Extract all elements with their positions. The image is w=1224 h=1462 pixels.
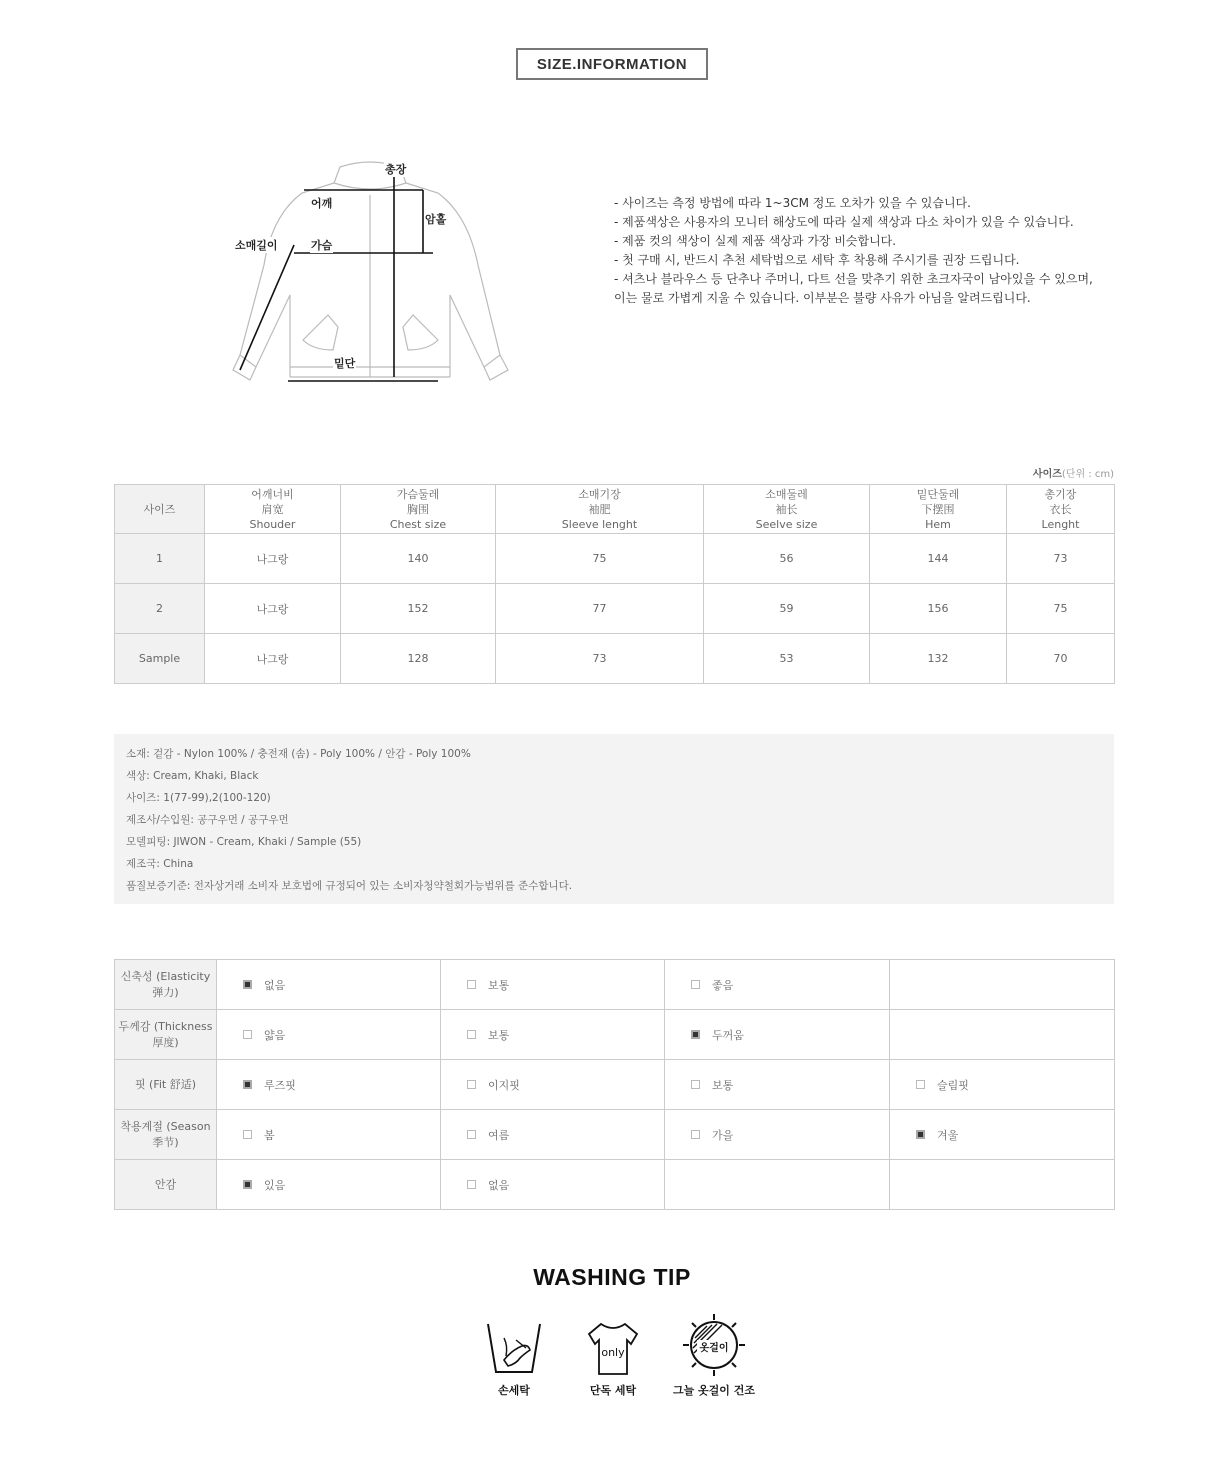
table-cell: 75	[1007, 584, 1115, 634]
unchecked-box-icon	[243, 1130, 252, 1139]
note-item: - 첫 구매 시, 반드시 추천 세탁법으로 세탁 후 착용해 주시기를 권장 드립니다.	[614, 253, 1020, 267]
attribute-option-cell	[441, 1060, 665, 1110]
unchecked-box-icon	[691, 980, 700, 989]
product-attributes-table	[114, 959, 1115, 1210]
size-table	[114, 484, 1115, 684]
note-item: - 제품색상은 사용자의 모니터 해상도에 따라 실제 색상과 다소 차이가 있을 수 있습니다.	[614, 215, 1074, 229]
attribute-option-label: 겨울	[937, 1128, 959, 1142]
checked-box-icon	[243, 1080, 252, 1089]
size-cell: 1	[115, 534, 205, 584]
checked-box-icon	[691, 1030, 700, 1039]
attribute-label-line: 안감	[154, 1177, 177, 1191]
attribute-option-label: 얇음	[264, 1028, 286, 1042]
note-item: - 제품 컷의 색상이 실제 제품 색상과 가장 비슷합니다.	[614, 234, 897, 248]
attribute-option-label: 없음	[488, 1178, 510, 1192]
jacket-outline-icon	[228, 155, 518, 390]
size-cell: 2	[115, 584, 205, 634]
length-column-header: 총기장 衣长 Lenght	[1007, 485, 1115, 534]
table-cell: 나그랑	[205, 634, 341, 684]
sleeve-length-column-header: 소매기장 袖肥 Sleeve lenght	[496, 485, 704, 534]
table-cell: 나그랑	[205, 584, 341, 634]
size-information-title: SIZE.INFORMATION	[516, 48, 708, 80]
attribute-label-line: 신축성 (Elasticity	[120, 969, 211, 983]
attribute-option-cell	[217, 1160, 441, 1210]
attribute-option-cell	[217, 960, 441, 1010]
table-cell: 152	[341, 584, 496, 634]
hand-wash-item	[480, 1320, 548, 1398]
unchecked-box-icon	[691, 1130, 700, 1139]
table-cell: 53	[704, 634, 870, 684]
attribute-option-cell	[441, 1010, 665, 1060]
attribute-label	[115, 1110, 217, 1160]
unchecked-box-icon	[467, 1130, 476, 1139]
attribute-option-label: 없음	[264, 978, 286, 992]
diagram-label-chest: 가슴	[311, 239, 333, 252]
unchecked-box-icon	[467, 1180, 476, 1189]
color-line: 색상: Cream, Khaki, Black	[126, 770, 259, 782]
table-cell: 75	[496, 534, 704, 584]
attribute-label-line: 착용계절 (Season	[120, 1119, 211, 1133]
attribute-option-label: 보통	[712, 1078, 734, 1092]
hanger-dry-caption: 그늘 옷걸이 건조	[672, 1384, 756, 1397]
attribute-label	[115, 1060, 217, 1110]
note-item: - 셔츠나 블라우스 등 단추나 주머니, 다트 선을 맞추기 위한 초크자국이 남아있을 수 있으며, 이는 물로 가볍게 지울 수 있습니다. 이부분은 불량 사유가 아님을 알려드립니다.	[614, 272, 1093, 305]
size-notes-list	[614, 194, 1104, 308]
attribute-label-line: 弹力)	[152, 985, 179, 999]
attribute-option-cell	[890, 1160, 1115, 1210]
material-info-box	[114, 734, 1114, 904]
unit-caption-bold: 사이즈	[1032, 469, 1062, 480]
table-cell: 56	[704, 534, 870, 584]
table-cell: 144	[870, 534, 1007, 584]
unchecked-box-icon	[691, 1080, 700, 1089]
origin-line: 제조국: China	[126, 858, 194, 870]
jacket-measurement-diagram	[228, 155, 518, 390]
attribute-option-cell	[665, 1060, 890, 1110]
attribute-option-label: 보통	[488, 1028, 510, 1042]
size-column-header: 사이즈	[115, 485, 205, 534]
washing-tip-title: WASHING TIP	[533, 1264, 691, 1290]
attribute-label	[115, 960, 217, 1010]
wash-separately-item	[578, 1320, 648, 1398]
attribute-label	[115, 1160, 217, 1210]
diagram-label-shoulder: 어깨	[311, 197, 333, 210]
quality-line: 품질보증기준: 전자상거래 소비자 보호법에 규정되어 있는 소비자청약철회가능범위를 준수합니다.	[126, 880, 573, 892]
attribute-option-label: 두꺼움	[712, 1028, 744, 1042]
diagram-label-armhole: 암홀	[425, 213, 447, 226]
hand-wash-icon	[484, 1320, 544, 1378]
size-unit-caption	[1033, 465, 1114, 480]
attribute-option-cell	[890, 1060, 1115, 1110]
attribute-option-label: 이지핏	[488, 1078, 520, 1092]
table-cell: 70	[1007, 634, 1115, 684]
attribute-row	[115, 1110, 1115, 1160]
attribute-option-cell	[441, 960, 665, 1010]
sleeve-size-column-header: 소매둘레 袖长 Seelve size	[704, 485, 870, 534]
unchecked-box-icon	[243, 1030, 252, 1039]
checked-box-icon	[243, 980, 252, 989]
table-cell: 59	[704, 584, 870, 634]
attribute-option-label: 여름	[488, 1128, 510, 1142]
size-cell: Sample	[115, 634, 205, 684]
table-cell: 73	[496, 634, 704, 684]
hand-wash-caption: 손세탁	[498, 1384, 530, 1397]
table-row	[115, 584, 1115, 634]
attribute-option-cell	[665, 1110, 890, 1160]
size-table-header-row	[115, 485, 1115, 534]
unchecked-box-icon	[916, 1080, 925, 1089]
diagram-label-sleeve-length: 소매길이	[235, 239, 278, 252]
attribute-row	[115, 1060, 1115, 1110]
hanger-text: 옷걸이	[699, 1343, 729, 1354]
attribute-label	[115, 1010, 217, 1060]
table-row	[115, 534, 1115, 584]
unchecked-box-icon	[467, 980, 476, 989]
attribute-row	[115, 960, 1115, 1010]
table-cell: 73	[1007, 534, 1115, 584]
attribute-option-label: 보통	[488, 978, 510, 992]
attribute-row	[115, 1160, 1115, 1210]
diagram-label-hem: 밑단	[334, 357, 356, 370]
material-line: 소재: 겉감 - Nylon 100% / 충전재 (솜) - Poly 100% / 안감 - Poly 100%	[126, 748, 471, 760]
attribute-label-line: 厚度)	[152, 1035, 179, 1049]
unchecked-box-icon	[467, 1030, 476, 1039]
table-row	[115, 634, 1115, 684]
attribute-option-label: 봄	[264, 1128, 275, 1142]
attribute-label-line: 季节)	[152, 1135, 179, 1149]
checked-box-icon	[243, 1180, 252, 1189]
table-cell: 나그랑	[205, 534, 341, 584]
attribute-option-cell	[890, 1010, 1115, 1060]
model-fitting-line: 모델피팅: JIWON - Cream, Khaki / Sample (55)	[126, 836, 362, 848]
table-cell: 156	[870, 584, 1007, 634]
wash-separately-icon	[583, 1320, 643, 1378]
only-text: only	[601, 1346, 625, 1359]
attribute-label-line: 두께감 (Thickness	[118, 1019, 213, 1033]
diagram-label-total-length: 총장	[385, 163, 407, 176]
attribute-option-cell	[890, 1110, 1115, 1160]
checked-box-icon	[916, 1130, 925, 1139]
table-cell: 128	[341, 634, 496, 684]
shoulder-column-header: 어깨너비 肩宽 Shouder	[205, 485, 341, 534]
attribute-row	[115, 1010, 1115, 1060]
attribute-option-cell	[217, 1110, 441, 1160]
attribute-option-label: 루즈핏	[264, 1078, 296, 1092]
attribute-option-label: 가을	[712, 1128, 734, 1142]
manufacturer-line: 제조사/수입원: 공구우먼 / 공구우먼	[126, 814, 289, 826]
attribute-option-cell	[217, 1060, 441, 1110]
table-cell: 132	[870, 634, 1007, 684]
attribute-option-cell	[217, 1010, 441, 1060]
hanger-dry-item	[672, 1312, 756, 1398]
unit-caption-text: (단위 : cm)	[1061, 469, 1114, 480]
attribute-option-cell	[665, 1010, 890, 1060]
hanger-dry-shade-icon	[681, 1312, 747, 1378]
attribute-option-label: 있음	[264, 1178, 286, 1192]
hem-column-header: 밑단둘레 下摆围 Hem	[870, 485, 1007, 534]
attribute-option-label: 좋음	[712, 978, 734, 992]
note-item: - 사이즈는 측정 방법에 따라 1~3CM 정도 오차가 있을 수 있습니다.	[614, 196, 971, 210]
wash-separately-caption: 단독 세탁	[589, 1384, 637, 1397]
attribute-option-label: 슬림핏	[937, 1078, 969, 1092]
attribute-option-cell	[665, 960, 890, 1010]
attribute-option-cell	[441, 1160, 665, 1210]
table-cell: 77	[496, 584, 704, 634]
attribute-option-cell	[890, 960, 1115, 1010]
chest-column-header: 가슴둘레 胸围 Chest size	[341, 485, 496, 534]
size-range-line: 사이즈: 1(77-99),2(100-120)	[126, 792, 271, 804]
attribute-label-line: 핏 (Fit 舒适)	[134, 1077, 197, 1091]
attribute-option-cell	[665, 1160, 890, 1210]
unchecked-box-icon	[467, 1080, 476, 1089]
attribute-option-cell	[441, 1110, 665, 1160]
table-cell: 140	[341, 534, 496, 584]
